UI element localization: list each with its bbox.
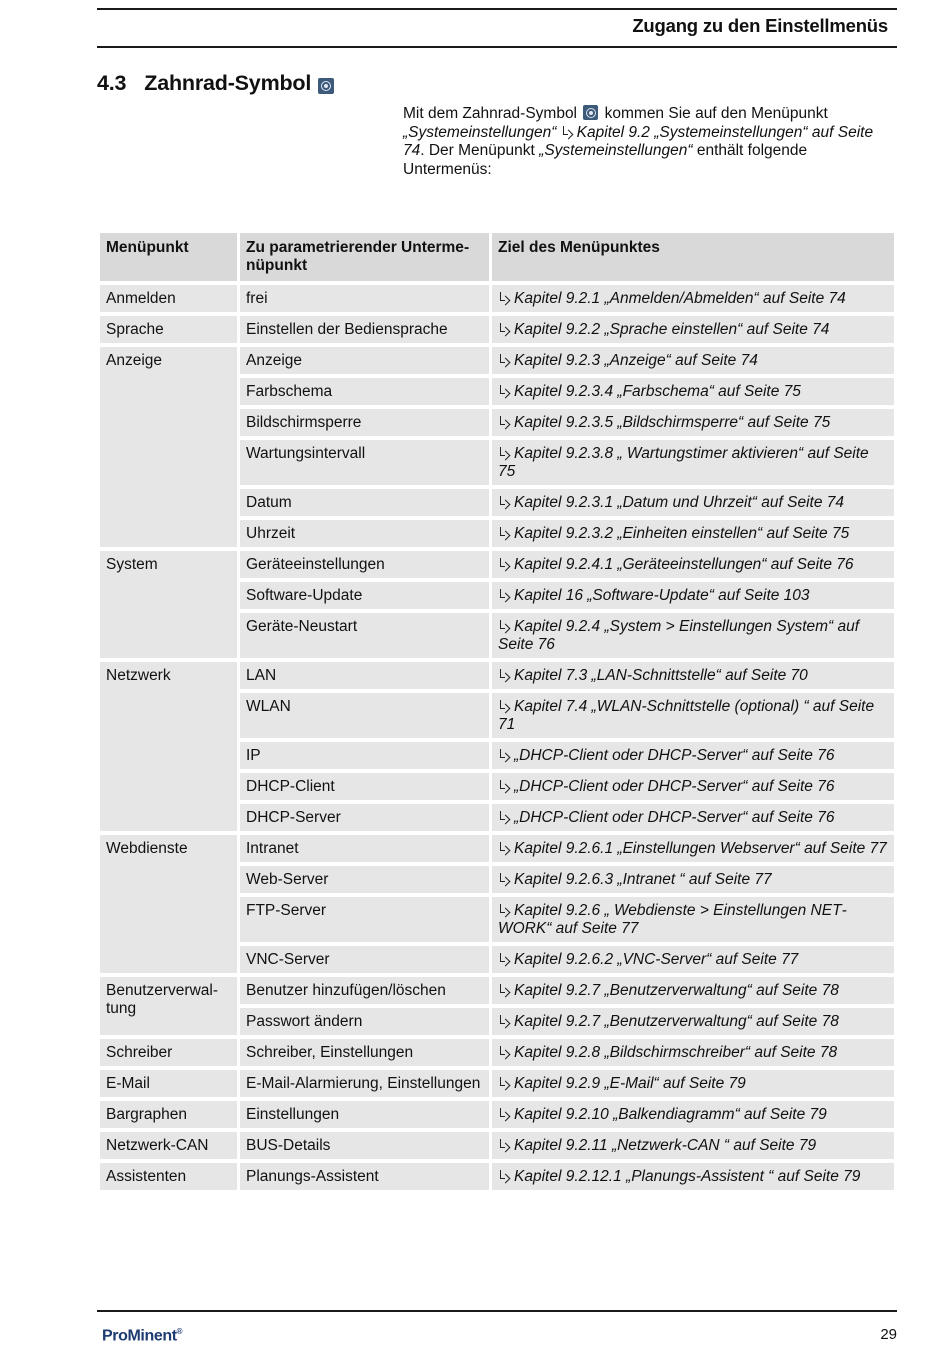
cell-menupunkt: Benutzerverwaltung bbox=[100, 977, 237, 1035]
cell-menupunkt: Sprache bbox=[100, 316, 237, 343]
cell-ziel bbox=[492, 489, 894, 516]
submenu-table bbox=[97, 229, 897, 1194]
cell-unterpunkt: Wartungsintervall bbox=[240, 440, 489, 485]
intro-text-1: Mit dem Zahnrad-Symbol bbox=[403, 105, 582, 122]
cell-unterpunkt: BUS-Details bbox=[240, 1132, 489, 1159]
intro-text-2: kommen Sie auf den Menüpunkt bbox=[600, 105, 828, 122]
cross-reference-link[interactable]: Kapitel 7.3 „LAN-Schnittstelle“ auf Seite 70 bbox=[514, 667, 808, 684]
cell-menupunkt: System bbox=[100, 551, 237, 658]
table-row bbox=[100, 977, 894, 1004]
cell-unterpunkt: Farbschema bbox=[240, 378, 489, 405]
cross-reference-link[interactable]: Kapitel 9.2.6 „ Webdienste > Einstellungen NETWORK“ auf Seite 77 bbox=[498, 902, 847, 937]
cross-reference-arrow-icon bbox=[498, 620, 510, 632]
cross-reference-link[interactable]: Kapitel 16 „Software-Update“ auf Seite 103 bbox=[514, 587, 810, 604]
cell-unterpunkt: Uhrzeit bbox=[240, 520, 489, 547]
cross-reference-link[interactable]: Kapitel 9.2.3.2 „Einheiten einstellen“ auf Seite 75 bbox=[514, 525, 850, 542]
header-menupunkt: Menüpunkt bbox=[100, 233, 237, 281]
cross-reference-arrow-icon bbox=[498, 1015, 510, 1027]
cross-reference-arrow-icon bbox=[498, 416, 510, 428]
cell-menupunkt: Anmelden bbox=[100, 285, 237, 312]
cross-reference-link[interactable]: „DHCP-Client oder DHCP-Server“ auf Seite 76 bbox=[514, 747, 835, 764]
cell-unterpunkt: frei bbox=[240, 285, 489, 312]
cross-reference-arrow-icon bbox=[498, 354, 510, 366]
table-row bbox=[100, 316, 894, 343]
cell-unterpunkt: Datum bbox=[240, 489, 489, 516]
table-row bbox=[100, 347, 894, 374]
cell-menupunkt: Netzwerk bbox=[100, 662, 237, 831]
cross-reference-arrow-icon bbox=[498, 1108, 510, 1120]
cross-reference-arrow-icon bbox=[498, 1170, 510, 1182]
cross-reference-link[interactable]: Kapitel 9.2.4.1 „Geräteeinstellungen“ auf Seite 76 bbox=[514, 556, 854, 573]
cross-reference-link[interactable]: Kapitel 9.2.10 „Balkendiagramm“ auf Seite 79 bbox=[514, 1106, 827, 1123]
cell-ziel bbox=[492, 804, 894, 831]
cross-reference-arrow-icon bbox=[498, 700, 510, 712]
cell-unterpunkt: Passwort ändern bbox=[240, 1008, 489, 1035]
table-row bbox=[100, 835, 894, 862]
table-row bbox=[100, 1039, 894, 1066]
section-heading bbox=[97, 71, 334, 96]
cell-ziel bbox=[492, 1163, 894, 1190]
cell-unterpunkt: VNC-Server bbox=[240, 946, 489, 973]
cell-ziel bbox=[492, 316, 894, 343]
cell-unterpunkt: E-Mail-Alarmierung, Einstellungen bbox=[240, 1070, 489, 1097]
cell-unterpunkt: LAN bbox=[240, 662, 489, 689]
cross-reference-arrow-icon bbox=[498, 669, 510, 681]
table-row bbox=[100, 1163, 894, 1190]
cell-ziel bbox=[492, 520, 894, 547]
cell-unterpunkt: Schreiber, Einstellungen bbox=[240, 1039, 489, 1066]
running-header-title: Zugang zu den Einstellmenüs bbox=[632, 15, 888, 36]
cell-ziel bbox=[492, 582, 894, 609]
cross-reference-link[interactable]: Kapitel 9.2.9 „E-Mail“ auf Seite 79 bbox=[514, 1075, 746, 1092]
cell-ziel bbox=[492, 693, 894, 738]
table-body bbox=[100, 285, 894, 1190]
cross-reference-arrow-icon bbox=[498, 385, 510, 397]
cell-unterpunkt: WLAN bbox=[240, 693, 489, 738]
logo-text: ProMinent bbox=[102, 1327, 177, 1345]
cross-reference-arrow-icon bbox=[498, 1077, 510, 1089]
cross-reference-link[interactable]: Kapitel 9.2.4 „System > Einstellungen System“ auf Seite 76 bbox=[498, 618, 860, 653]
cross-reference-link[interactable]: „DHCP-Client oder DHCP-Server“ auf Seite 76 bbox=[514, 778, 835, 795]
intro-cross-reference-link[interactable]: Kapitel 9.2 „Systemeinstellungen“ auf Seite 74 bbox=[403, 123, 874, 160]
cell-ziel bbox=[492, 551, 894, 578]
cell-ziel bbox=[492, 440, 894, 485]
cell-unterpunkt: Bildschirmsperre bbox=[240, 409, 489, 436]
cross-reference-link[interactable]: Kapitel 9.2.2 „Sprache einstellen“ auf Seite 74 bbox=[514, 321, 830, 338]
header-rule-bottom bbox=[97, 46, 897, 48]
table-row bbox=[100, 1132, 894, 1159]
cell-menupunkt: Assistenten bbox=[100, 1163, 237, 1190]
cross-reference-link[interactable]: Kapitel 9.2.11 „Netzwerk-CAN “ auf Seite 79 bbox=[514, 1137, 817, 1154]
header-rule-top bbox=[97, 8, 897, 10]
gear-icon bbox=[583, 105, 598, 120]
page-number: 29 bbox=[880, 1326, 897, 1343]
cell-ziel bbox=[492, 378, 894, 405]
cross-reference-link[interactable]: Kapitel 9.2.3.1 „Datum und Uhrzeit“ auf Seite 74 bbox=[514, 494, 844, 511]
intro-text-3: . Der Menüpunkt bbox=[420, 142, 540, 160]
cell-ziel bbox=[492, 1008, 894, 1035]
logo-registered-mark: ® bbox=[176, 1327, 183, 1336]
cell-unterpunkt: IP bbox=[240, 742, 489, 769]
cross-reference-link[interactable]: Kapitel 9.2.12.1 „Planungs-Assistent “ auf Seite 79 bbox=[514, 1168, 861, 1185]
cell-ziel bbox=[492, 1070, 894, 1097]
cross-reference-arrow-icon bbox=[498, 527, 510, 539]
cross-reference-link[interactable]: Kapitel 9.2.6.3 „Intranet “ auf Seite 77 bbox=[514, 871, 772, 888]
table-row bbox=[100, 285, 894, 312]
intro-menu-name: „Systemeinstellungen“ bbox=[403, 123, 557, 141]
cell-ziel bbox=[492, 946, 894, 973]
cross-reference-arrow-icon bbox=[498, 589, 510, 601]
cross-reference-arrow-icon bbox=[498, 323, 510, 335]
cell-unterpunkt: Geräte-Neustart bbox=[240, 613, 489, 658]
cross-reference-arrow-icon bbox=[498, 780, 510, 792]
cross-reference-arrow-icon bbox=[498, 811, 510, 823]
cell-ziel bbox=[492, 347, 894, 374]
cell-ziel bbox=[492, 866, 894, 893]
cell-unterpunkt: Geräteeinstellungen bbox=[240, 551, 489, 578]
cell-unterpunkt: Web-Server bbox=[240, 866, 489, 893]
table-header-row bbox=[100, 233, 894, 281]
cell-menupunkt: Webdienste bbox=[100, 835, 237, 973]
cross-reference-link[interactable]: Kapitel 9.2.1 „Anmelden/Abmelden“ auf Seite 74 bbox=[514, 290, 846, 307]
cross-reference-arrow-icon bbox=[498, 904, 510, 916]
cross-reference-arrow-icon bbox=[498, 984, 510, 996]
cell-ziel bbox=[492, 662, 894, 689]
cell-ziel bbox=[492, 742, 894, 769]
intro-text-4: enthält folgende Untermenüs: bbox=[403, 142, 808, 178]
section-number: 4.3 bbox=[97, 71, 127, 95]
cell-menupunkt: E-Mail bbox=[100, 1070, 237, 1097]
cross-reference-link[interactable]: Kapitel 9.2.3.8 „ Wartungstimer aktivieren“ auf Seite 75 bbox=[498, 445, 869, 480]
cross-reference-link[interactable]: Kapitel 9.2.3.4 „Farbschema“ auf Seite 75 bbox=[514, 383, 801, 400]
cross-reference-arrow-icon bbox=[561, 126, 573, 138]
cross-reference-arrow-icon bbox=[498, 842, 510, 854]
intro-paragraph bbox=[403, 105, 878, 179]
cell-menupunkt: Anzeige bbox=[100, 347, 237, 547]
cross-reference-link[interactable]: Kapitel 9.2.7 „Benutzerverwaltung“ auf Seite 78 bbox=[514, 1013, 839, 1030]
cell-unterpunkt: DHCP-Client bbox=[240, 773, 489, 800]
cross-reference-link[interactable]: „DHCP-Client oder DHCP-Server“ auf Seite 76 bbox=[514, 809, 835, 826]
cell-ziel bbox=[492, 1132, 894, 1159]
cross-reference-arrow-icon bbox=[498, 873, 510, 885]
cell-unterpunkt: Software-Update bbox=[240, 582, 489, 609]
table-row bbox=[100, 1101, 894, 1128]
intro-menu-name-2: „Systemeinstellungen“ bbox=[539, 142, 693, 160]
table-row bbox=[100, 551, 894, 578]
cross-reference-arrow-icon bbox=[498, 1139, 510, 1151]
cell-unterpunkt: Planungs-Assistent bbox=[240, 1163, 489, 1190]
cross-reference-link[interactable]: Kapitel 9.2.3.5 „Bildschirmsperre“ auf Seite 75 bbox=[514, 414, 831, 431]
footer-rule bbox=[97, 1310, 897, 1312]
cell-unterpunkt: Einstellen der Bediensprache bbox=[240, 316, 489, 343]
cross-reference-arrow-icon bbox=[498, 1046, 510, 1058]
cross-reference-link[interactable]: Kapitel 9.2.6.1 „Einstellungen Webserver“ auf Seite 77 bbox=[514, 840, 887, 857]
cell-unterpunkt: Intranet bbox=[240, 835, 489, 862]
cross-reference-link[interactable]: Kapitel 9.2.7 „Benutzerverwaltung“ auf Seite 78 bbox=[514, 982, 839, 999]
table-row bbox=[100, 662, 894, 689]
cross-reference-link[interactable]: Kapitel 9.2.3 „Anzeige“ auf Seite 74 bbox=[514, 352, 758, 369]
cell-ziel bbox=[492, 835, 894, 862]
cell-ziel bbox=[492, 409, 894, 436]
cell-unterpunkt: Benutzer hinzufügen/löschen bbox=[240, 977, 489, 1004]
cell-ziel bbox=[492, 1101, 894, 1128]
cell-ziel bbox=[492, 773, 894, 800]
section-title: Zahnrad-Symbol bbox=[144, 71, 312, 95]
cell-ziel bbox=[492, 977, 894, 1004]
header-ziel: Ziel des Menüpunktes bbox=[492, 233, 894, 281]
cell-ziel bbox=[492, 1039, 894, 1066]
cross-reference-arrow-icon bbox=[498, 749, 510, 761]
cross-reference-arrow-icon bbox=[498, 496, 510, 508]
cross-reference-link[interactable]: Kapitel 7.4 „WLAN-Schnittstelle (optional) “ auf Seite 71 bbox=[498, 698, 875, 733]
cross-reference-arrow-icon bbox=[498, 953, 510, 965]
prominent-logo bbox=[102, 1327, 182, 1345]
gear-icon bbox=[318, 78, 334, 94]
cell-menupunkt: Schreiber bbox=[100, 1039, 237, 1066]
header-unterpunkt: Zu parametrierender Untermenüpunkt bbox=[240, 233, 489, 281]
cell-ziel bbox=[492, 897, 894, 942]
cross-reference-arrow-icon bbox=[498, 447, 510, 459]
table-row bbox=[100, 1070, 894, 1097]
cell-menupunkt: Netzwerk-CAN bbox=[100, 1132, 237, 1159]
cell-menupunkt: Bargraphen bbox=[100, 1101, 237, 1128]
cell-ziel bbox=[492, 613, 894, 658]
cell-unterpunkt: FTP-Server bbox=[240, 897, 489, 942]
cross-reference-link[interactable]: Kapitel 9.2.8 „Bildschirmschreiber“ auf Seite 78 bbox=[514, 1044, 838, 1061]
cross-reference-arrow-icon bbox=[498, 558, 510, 570]
cell-unterpunkt: Einstellungen bbox=[240, 1101, 489, 1128]
cell-unterpunkt: Anzeige bbox=[240, 347, 489, 374]
cell-ziel bbox=[492, 285, 894, 312]
cross-reference-arrow-icon bbox=[498, 292, 510, 304]
cross-reference-link[interactable]: Kapitel 9.2.6.2 „VNC-Server“ auf Seite 77 bbox=[514, 951, 799, 968]
cell-unterpunkt: DHCP-Server bbox=[240, 804, 489, 831]
